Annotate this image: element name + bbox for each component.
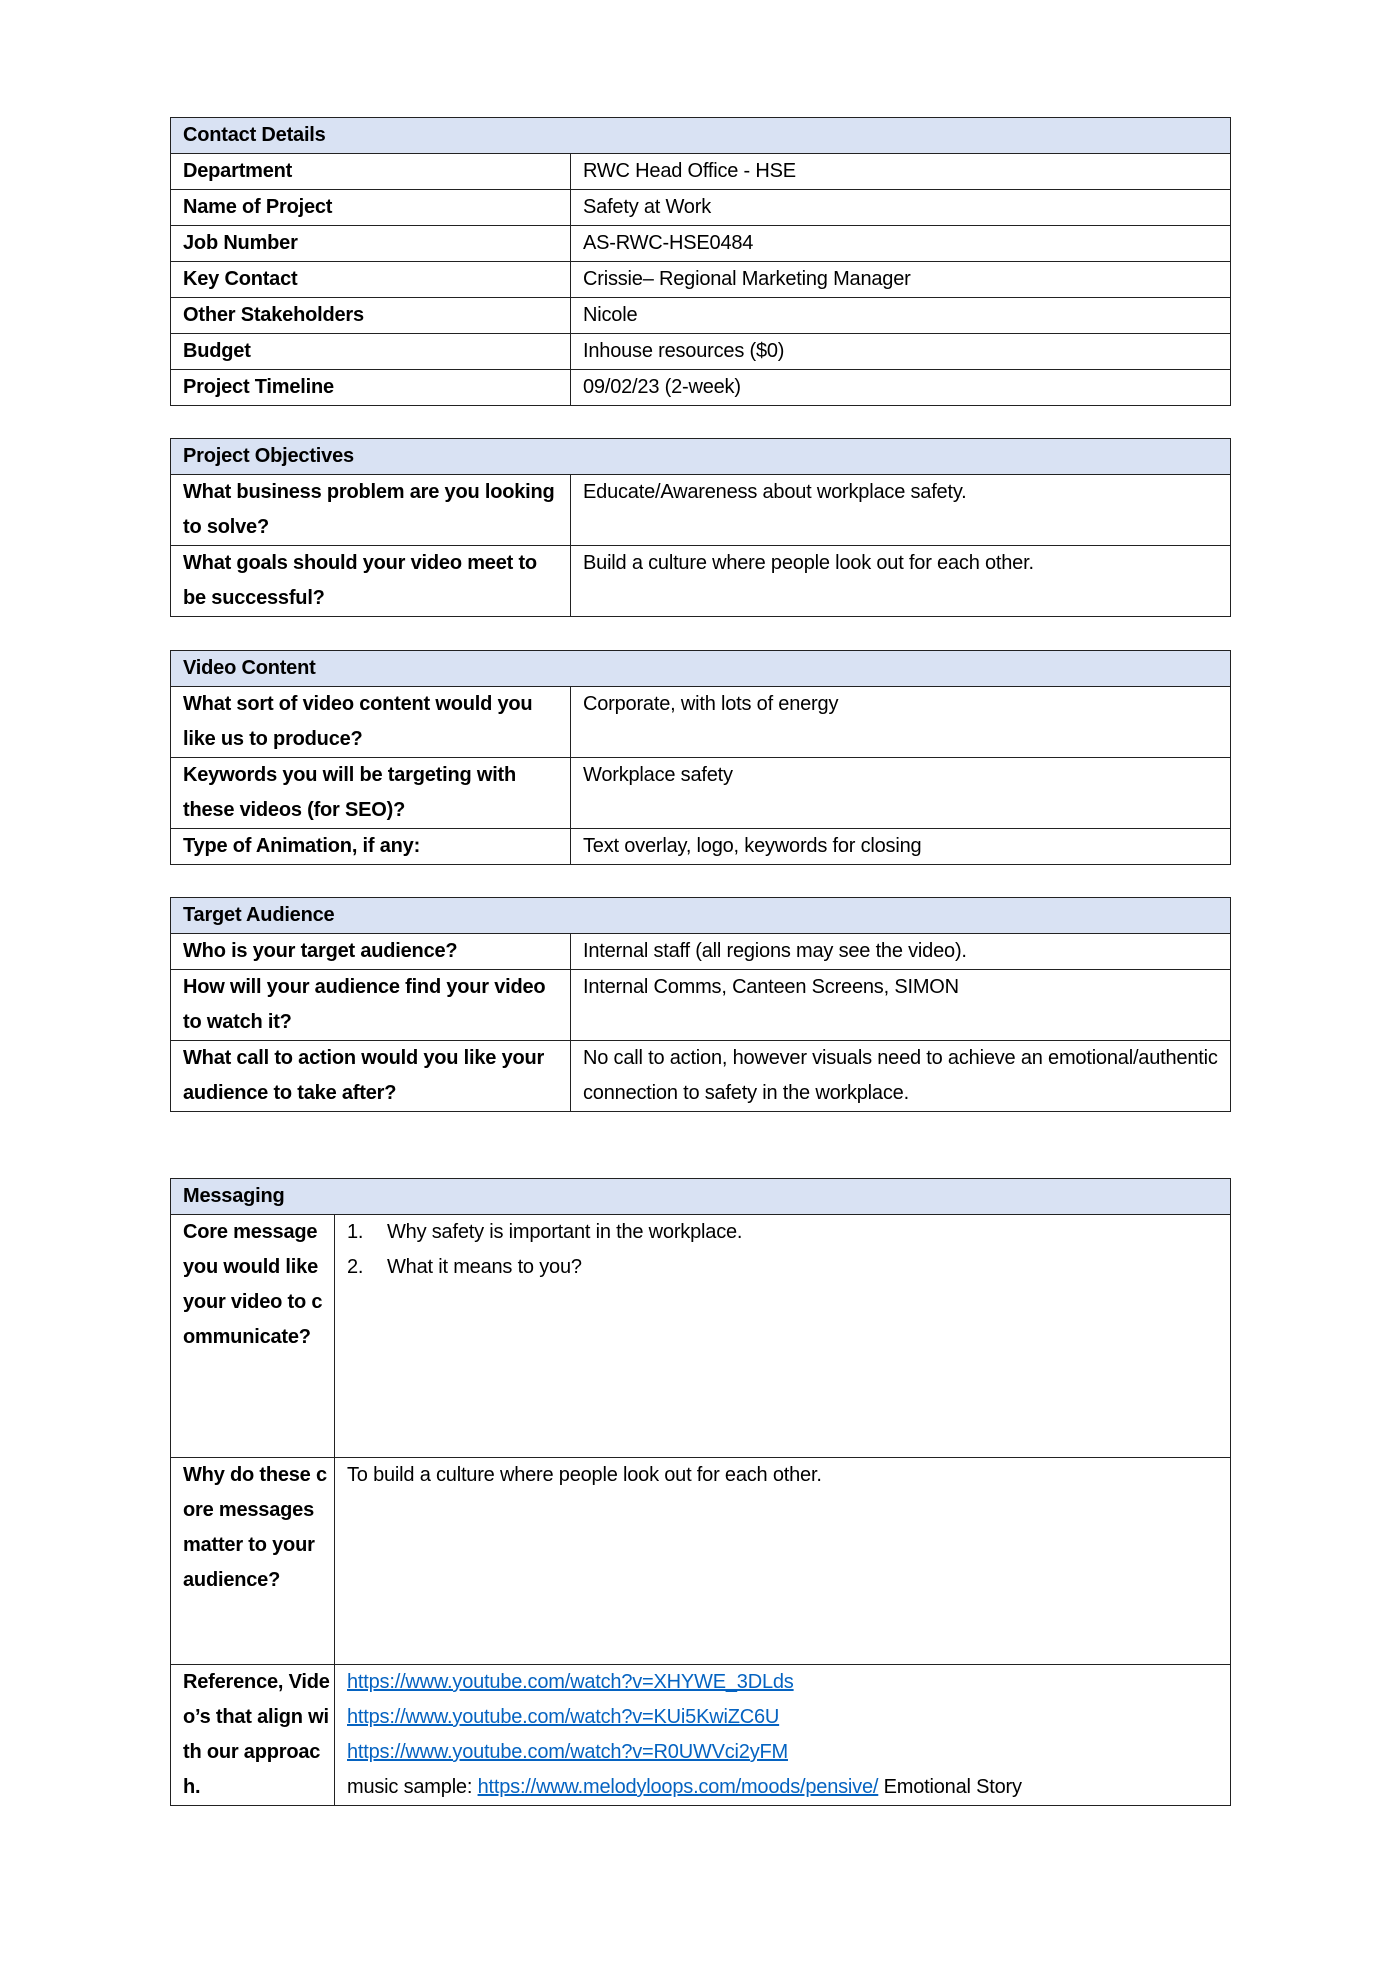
- row-value: Build a culture where people look out for each other.: [571, 546, 1231, 617]
- row-value: No call to action, however visuals need to achieve an emotional/authentic connection to safety in the workplace.: [571, 1041, 1231, 1112]
- row-label: Core message you would like your video to communicate?: [171, 1215, 335, 1458]
- list-item: [347, 1250, 1218, 1285]
- row-value: Corporate, with lots of energy: [571, 687, 1231, 758]
- table-row: [171, 1665, 1231, 1806]
- row-value: AS-RWC-HSE0484: [571, 226, 1231, 262]
- row-value: Workplace safety: [571, 758, 1231, 829]
- section-title: Project Objectives: [171, 439, 1231, 475]
- core-message-list-cell: [335, 1215, 1231, 1458]
- row-label: Key Contact: [171, 262, 571, 298]
- row-label: Budget: [171, 334, 571, 370]
- row-value: 09/02/23 (2-week): [571, 370, 1231, 406]
- table-row: [171, 758, 1231, 829]
- table-row: [171, 934, 1231, 970]
- row-label: Who is your target audience?: [171, 934, 571, 970]
- video-content-table: [170, 650, 1231, 865]
- list-text: Why safety is important in the workplace.: [387, 1221, 743, 1243]
- reference-video-link[interactable]: https://www.youtube.com/watch?v=R0UWVci2yFM: [347, 1741, 788, 1763]
- messaging-table: [170, 1178, 1231, 1806]
- table-row: [171, 226, 1231, 262]
- row-label: Name of Project: [171, 190, 571, 226]
- row-label: How will your audience find your video to watch it?: [171, 970, 571, 1041]
- table-row: [171, 298, 1231, 334]
- section-title: Target Audience: [171, 898, 1231, 934]
- row-label: Department: [171, 154, 571, 190]
- row-value: Text overlay, logo, keywords for closing: [571, 829, 1231, 865]
- table-row: [171, 829, 1231, 865]
- row-label: What business problem are you looking to solve?: [171, 475, 571, 546]
- row-label: Other Stakeholders: [171, 298, 571, 334]
- table-row: [171, 262, 1231, 298]
- row-label: Type of Animation, if any:: [171, 829, 571, 865]
- list-item: [347, 1215, 1218, 1250]
- row-label: Keywords you will be targeting with these videos (for SEO)?: [171, 758, 571, 829]
- row-value: Internal Comms, Canteen Screens, SIMON: [571, 970, 1231, 1041]
- row-value: Safety at Work: [571, 190, 1231, 226]
- row-value: RWC Head Office - HSE: [571, 154, 1231, 190]
- reference-links-cell: [335, 1665, 1231, 1806]
- list-number: 1.: [347, 1221, 364, 1243]
- row-label: What call to action would you like your audience to take after?: [171, 1041, 571, 1112]
- table-row: [171, 475, 1231, 546]
- table-row: [171, 334, 1231, 370]
- table-row: [171, 1458, 1231, 1665]
- project-objectives-table: [170, 438, 1231, 617]
- row-label: What goals should your video meet to be successful?: [171, 546, 571, 617]
- section-title: Messaging: [171, 1179, 1231, 1215]
- list-text: What it means to you?: [387, 1256, 582, 1278]
- section-title: Contact Details: [171, 118, 1231, 154]
- row-value: Crissie– Regional Marketing Manager: [571, 262, 1231, 298]
- table-row: [171, 970, 1231, 1041]
- list-number: 2.: [347, 1256, 364, 1278]
- reference-video-link[interactable]: https://www.youtube.com/watch?v=KUi5KwiZC6U: [347, 1706, 780, 1728]
- row-label: What sort of video content would you like us to produce?: [171, 687, 571, 758]
- row-value: Nicole: [571, 298, 1231, 334]
- table-row: [171, 1041, 1231, 1112]
- section-title: Video Content: [171, 651, 1231, 687]
- music-sample-suffix: Emotional Story: [878, 1776, 1022, 1798]
- table-row: [171, 1215, 1231, 1458]
- row-value: Inhouse resources ($0): [571, 334, 1231, 370]
- music-sample-prefix: music sample:: [347, 1776, 478, 1798]
- row-label: Job Number: [171, 226, 571, 262]
- row-value: Educate/Awareness about workplace safety.: [571, 475, 1231, 546]
- row-label: Reference, Video’s that align with our approach.: [171, 1665, 335, 1806]
- core-message-list: [347, 1215, 1218, 1285]
- row-value: Internal staff (all regions may see the video).: [571, 934, 1231, 970]
- row-label: Why do these core messages matter to your audience?: [171, 1458, 335, 1665]
- table-row: [171, 190, 1231, 226]
- table-row: [171, 370, 1231, 406]
- music-sample-line: [347, 1776, 1022, 1798]
- contact-details-table: [170, 117, 1231, 406]
- reference-video-link[interactable]: https://www.youtube.com/watch?v=XHYWE_3DLds: [347, 1671, 794, 1693]
- row-label: Project Timeline: [171, 370, 571, 406]
- target-audience-table: [170, 897, 1231, 1112]
- row-value: To build a culture where people look out for each other.: [335, 1458, 1231, 1665]
- music-sample-link[interactable]: https://www.melodyloops.com/moods/pensive/: [477, 1776, 879, 1798]
- table-row: [171, 546, 1231, 617]
- table-row: [171, 154, 1231, 190]
- table-row: [171, 687, 1231, 758]
